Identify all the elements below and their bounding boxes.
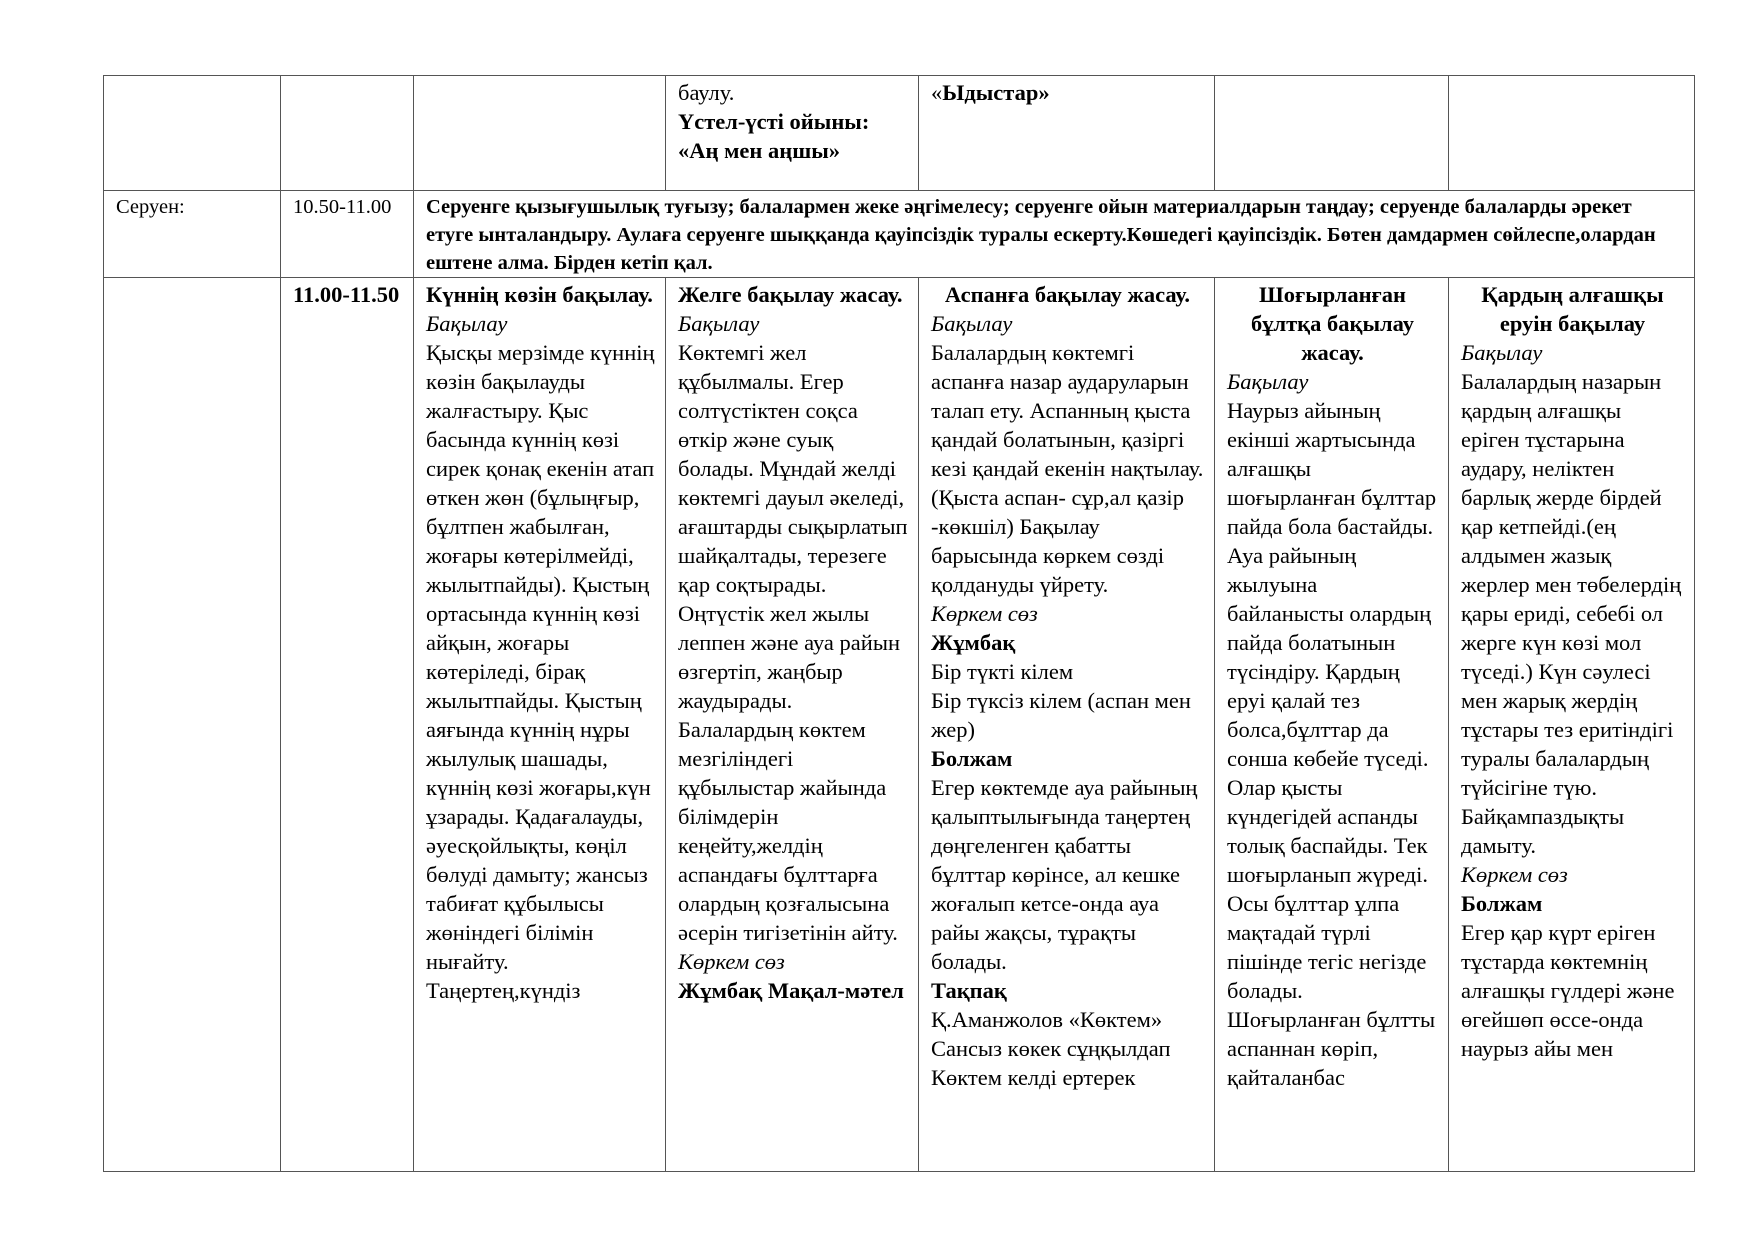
observation-title: Күннің көзін бақылау. bbox=[426, 282, 653, 307]
observation-title: Қардың алғашқы еруін бақылау bbox=[1481, 282, 1664, 336]
empty-cell bbox=[104, 76, 281, 191]
observation-title: Шоғырланған бұлтқа бақылау жасау. bbox=[1250, 282, 1415, 365]
observation-subtitle: Бақылау bbox=[931, 311, 1013, 336]
game-name: Ыдыстар» bbox=[942, 80, 1050, 105]
riddle-proverb-label: Жұмбақ Мақал-мәтел bbox=[678, 978, 904, 1003]
observation-sky-cell bbox=[919, 278, 1215, 1172]
empty-cell bbox=[1215, 76, 1449, 191]
forecast-body: Егер қар күрт еріген тұстарда көктемнің алғашқы гүлдері және өгейшөп өссе-онда наурыз айы мен bbox=[1461, 920, 1675, 1061]
verse-label: Тақпақ bbox=[931, 978, 1007, 1003]
observation-body: Көктемгі жел құбылмалы. Егер солтүстіктен соқса өткір және суық болады. Мұндай желді көктемгі дауыл әкеледі, ағаштарды сықырлатып шайқалтады, терезеге қар соқтырады. Оңтүстік жел жылы леппен және ауа райын өзгертіп, жаңбыр жаудырады. Балалардың көктем мезгіліндегі құбылыстар жайында білімдерін кеңейту,желдің аспандағы бұлттарға олардың қозғалысына әсерін тигізетінін айту. bbox=[678, 340, 908, 945]
observation-sun-cell bbox=[414, 278, 666, 1172]
observation-subtitle: Бақылау bbox=[426, 311, 508, 336]
forecast-label: Болжам bbox=[1461, 891, 1543, 916]
observation-subtitle: Бақылау bbox=[1461, 340, 1543, 365]
weekly-plan-table bbox=[103, 75, 1695, 1172]
game-title: Үстел-үсті ойыны: bbox=[678, 109, 870, 134]
observation-body: Балалардың көктемгі аспанға назар аударуларын талап ету. Аспанның қыста қандай болатынын, қазіргі кезі қандай екенін нақтылау.(Қыста аспан- сұр,ал қазір -көкшіл) Бақылау барысында көркем сөзді қолдануды үйрету. bbox=[931, 340, 1204, 597]
game-name: «Аң мен аңшы» bbox=[678, 138, 841, 163]
row1-col5-cell bbox=[919, 76, 1215, 191]
verse-line: Сансыз көкек сұңқылдап bbox=[931, 1036, 1171, 1061]
observation-wind-cell bbox=[666, 278, 919, 1172]
text-line: баулу. bbox=[678, 80, 735, 105]
observation-title: Аспанға бақылау жасау. bbox=[944, 282, 1191, 307]
quote-open: « bbox=[931, 80, 943, 105]
artistic-word-label: Көркем сөз bbox=[931, 601, 1038, 626]
forecast-body: Егер көктемде ауа райының қалыптылығында таңертең дөңгеленген қабатты бұлттар көрінсе, ал кешке жоғалып кетсе-онда ауа райы жақсы, тұрақты болады. bbox=[931, 775, 1198, 974]
observation-subtitle: Бақылау bbox=[1227, 369, 1309, 394]
empty-cell bbox=[104, 278, 281, 1172]
table-row bbox=[104, 191, 1695, 278]
observation-title: Желге бақылау жасау. bbox=[678, 282, 903, 307]
empty-cell bbox=[281, 76, 414, 191]
riddle-line: Бір түкті кілем bbox=[931, 659, 1074, 684]
table-row bbox=[104, 76, 1695, 191]
observation-snow-cell bbox=[1449, 278, 1695, 1172]
riddle-label: Жұмбақ bbox=[931, 630, 1016, 655]
forecast-label: Болжам bbox=[931, 746, 1013, 771]
artistic-word-label: Көркем сөз bbox=[678, 949, 785, 974]
observation-clouds-cell bbox=[1215, 278, 1449, 1172]
riddle-line: Бір түксіз кілем (аспан мен жер) bbox=[931, 688, 1191, 742]
table-row bbox=[104, 278, 1695, 1172]
observation-subtitle: Бақылау bbox=[678, 311, 760, 336]
empty-cell bbox=[1449, 76, 1695, 191]
walk-description: Серуенге қызығушылық туғызу; балалармен жеке әңгімелесу; серуенге ойын материалдарын таңдау; серуенде балаларды әрекет етуге ынталандыру. Аулаға серуенге шыққанда қауіпсіздік туралы ескерту.Көшедегі қауіпсіздік. Бөтен дамдармен сөйлеспе,олардан ештене алма. Бірден кетіп қал. bbox=[414, 191, 1695, 278]
observation-body: Балалардың назарын қардың алғашқы еріген тұстарына аудару, неліктен барлық жерде бірдей қар кетпейді.(ең алдымен жазық жерлер мен төбелердің қары ериді, себебі ол жерге күн көзі мол түседі.) Күн сәулесі мен жарық жердің тұстары тез еритіндігі туралы балалардың түйсігіне түю. Байқампаздықты дамыту. bbox=[1461, 369, 1682, 858]
artistic-word-label: Көркем сөз bbox=[1461, 862, 1568, 887]
observation-body: Қысқы мерзімде күннің көзін бақылауды жалғастыру. Қыс басында күннің көзі сирек қонақ екенін атап өткен жөн (бұлыңғыр, бұлтпен жабылған, жоғары көтерілмейді, жылытпайды). Қыстың ортасында күннің көзі айқын, жоғары көтеріледі, бірақ жылытпайды. Қыстың аяғында күннің нұры жылулық шашады, күннің көзі жоғары,күн ұзарады. Қадағалауды, әуесқойлықты, көңіл бөлуді дамыту; жансыз табиғат құбылысы жөніндегі білімін нығайту. Таңертең,күндіз bbox=[426, 340, 655, 1003]
empty-cell bbox=[414, 76, 666, 191]
observation-body: Наурыз айының екінші жартысында алғашқы шоғырланған бұлттар пайда бола бастайды. Ауа райының жылуына байланысты олардың пайда болатынын түсіндіру. Қардың еруі қалай тез болса,бұлттар да сонша көбейе түседі. Олар қысты күндегідей аспанды толық баспайды. Тек шоғырланып жүреді. Осы бұлттар ұлпа мақтадай түрлі пішінде тегіс негізде болады. Шоғырланған бұлтты аспаннан көріп, қайталанбас bbox=[1227, 398, 1437, 1090]
time-range: 10.50-11.00 bbox=[281, 191, 414, 278]
verse-line: Қ.Аманжолов «Көктем» bbox=[931, 1007, 1163, 1032]
time-range: 11.00-11.50 bbox=[281, 278, 414, 1172]
verse-line: Көктем келді ертерек bbox=[931, 1065, 1136, 1090]
section-label: Серуен: bbox=[104, 191, 281, 278]
row1-col4-cell bbox=[666, 76, 919, 191]
